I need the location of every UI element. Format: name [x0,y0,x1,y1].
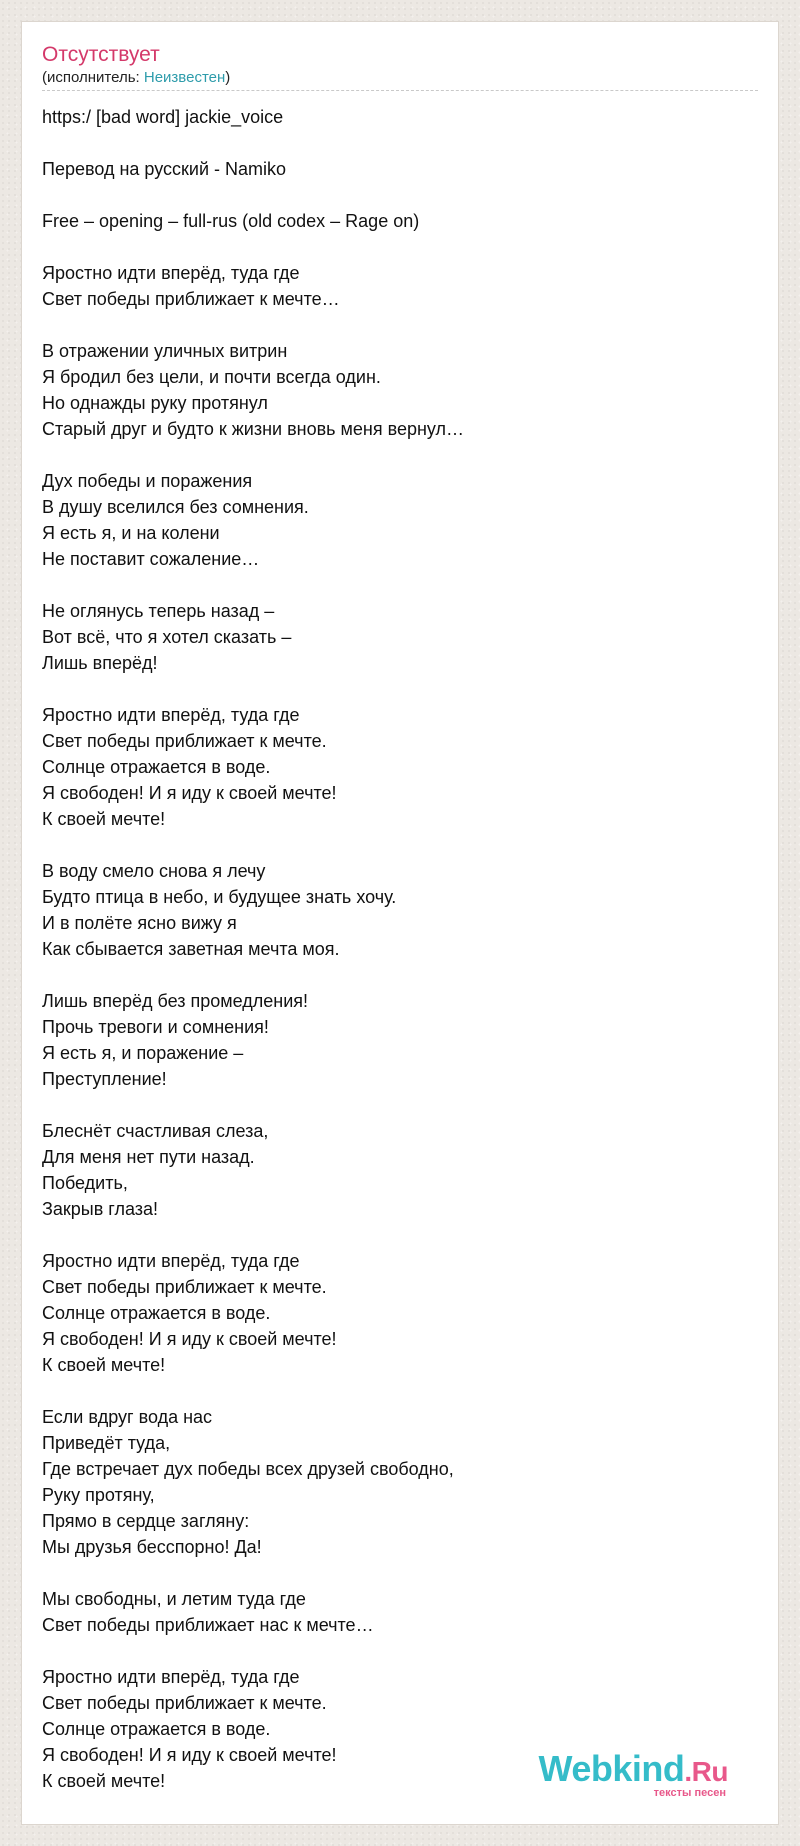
lyric-line: Я свободен! И я иду к своей мечте! [42,783,337,803]
lyric-line: Я свободен! И я иду к своей мечте! [42,1329,337,1349]
lyric-line: Не оглянусь теперь назад – [42,601,275,621]
lyric-line: Но однажды руку протянул [42,393,268,413]
lyric-line: Лишь вперёд! [42,653,158,673]
lyric-line: Где встречает дух победы всех друзей свободно, [42,1459,454,1479]
lyric-line: Free – opening – full-rus (old codex – Rage on) [42,211,420,231]
lyric-line: Будто птица в небо, и будущее знать хочу. [42,887,397,907]
stanza-break [42,962,758,988]
lyric-line: Как сбывается заветная мечта моя. [42,939,340,959]
lyric-line: Солнце отражается в воде. [42,1303,271,1323]
lyric-line: Яростно идти вперёд, туда где [42,1251,300,1271]
lyric-line: Я свободен! И я иду к своей мечте! [42,1745,337,1765]
song-header [42,42,758,91]
lyrics-body [42,104,758,1794]
lyric-line: Не поставит сожаление… [42,549,260,569]
lyric-line: Свет победы приближает нас к мечте… [42,1615,374,1635]
lyric-line: Прочь тревоги и сомнения! [42,1017,269,1037]
stanza-break [42,1092,758,1118]
lyric-line: Дух победы и поражения [42,471,253,491]
logo-tagline: тексты песен [653,1787,726,1799]
lyric-line: В воду смело снова я лечу [42,861,266,881]
lyrics-card [22,22,778,1824]
stanza-break [42,442,758,468]
lyric-line: https:/ [bad word] jackie_voice [42,107,284,127]
lyric-line: Свет победы приближает к мечте… [42,289,340,309]
lyric-line: В душу вселился без сомнения. [42,497,309,517]
logo-brand: Webkind [538,1748,685,1789]
lyric-line: Старый друг и будто к жизни вновь меня вернул… [42,419,465,439]
artist-link[interactable]: Неизвестен [143,69,226,86]
lyric-line: Солнце отражается в воде. [42,757,271,777]
lyric-line: Преступление! [42,1069,167,1089]
lyric-line: И в полёте ясно вижу я [42,913,237,933]
lyric-line: Я бродил без цели, и почти всегда один. [42,367,381,387]
logo-wordmark [528,1750,728,1791]
lyric-line: Прямо в сердце загляну: [42,1511,250,1531]
artist-prefix: (исполнитель: [42,69,144,86]
logo-tld: .Ru [684,1756,728,1787]
stanza-break [42,1560,758,1586]
lyric-line: Вот всё, что я хотел сказать – [42,627,292,647]
stanza-break [42,130,758,156]
lyric-line: К своей мечте! [42,809,166,829]
lyric-line: К своей мечте! [42,1771,166,1791]
stanza-break [42,1222,758,1248]
lyric-line: Свет победы приближает к мечте. [42,1693,327,1713]
lyric-line: Я есть я, и поражение – [42,1043,244,1063]
stanza-break [42,182,758,208]
lyric-line: Мы друзья бесспорно! Да! [42,1537,262,1557]
lyric-line: Свет победы приближает к мечте. [42,731,327,751]
lyric-line: Закрыв глаза! [42,1199,159,1219]
lyric-line: Блеснёт счастливая слеза, [42,1121,269,1141]
stanza-break [42,572,758,598]
site-logo[interactable] [528,1750,728,1799]
lyric-line: Мы свободны, и летим туда где [42,1589,306,1609]
lyric-line: В отражении уличных витрин [42,341,288,361]
song-title: Отсутствует [42,43,160,66]
stanza-break [42,234,758,260]
lyric-line: Если вдруг вода нас [42,1407,213,1427]
lyric-line: Перевод на русский - Namiko [42,159,287,179]
lyric-line: Яростно идти вперёд, туда где [42,263,300,283]
stanza-break [42,1638,758,1664]
lyric-line: Солнце отражается в воде. [42,1719,271,1739]
stanza-break [42,676,758,702]
stanza-break [42,1378,758,1404]
lyric-line: Лишь вперёд без промедления! [42,991,309,1011]
lyric-line: Победить, [42,1173,128,1193]
lyric-line: Яростно идти вперёд, туда где [42,705,300,725]
stanza-break [42,832,758,858]
artist-line [42,68,758,88]
stanza-break [42,312,758,338]
lyric-line: Свет победы приближает к мечте. [42,1277,327,1297]
lyric-line: Яростно идти вперёд, туда где [42,1667,300,1687]
lyric-line: Руку протяну, [42,1485,155,1505]
lyric-line: К своей мечте! [42,1355,166,1375]
lyric-line: Для меня нет пути назад. [42,1147,255,1167]
lyric-line: Я есть я, и на колени [42,523,220,543]
lyric-line: Приведёт туда, [42,1433,171,1453]
artist-suffix: ) [225,69,231,86]
